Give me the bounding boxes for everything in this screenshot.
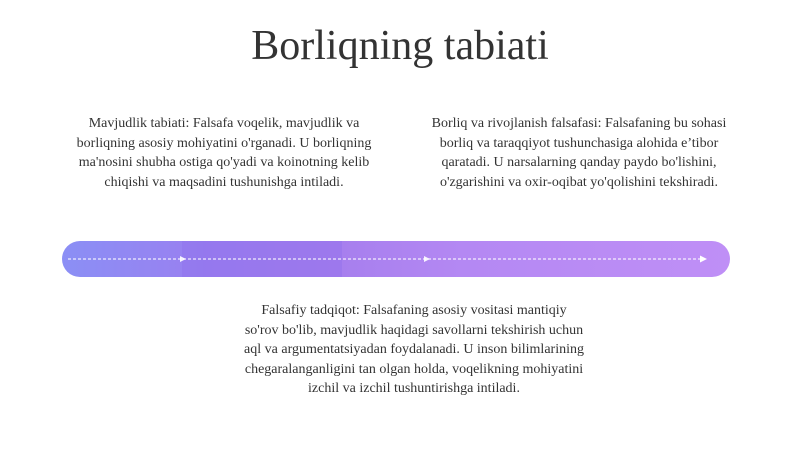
timeline-arrow-icon-1 [180, 256, 186, 262]
timeline-arrow-icon-2 [424, 256, 430, 262]
timeline-arrow-icon-3 [700, 256, 707, 263]
timeline-arrow-line [62, 241, 730, 277]
page-title: Borliqning tabiati [251, 23, 549, 69]
text-block-being-and-development: Borliq va rivojlanish falsafasi: Falsafaning bu sohasi borliq va taraqqiyot tushunchasiga alohida e’tibor qaratadi. U narsalarning qanday paydo bo'lishini, o'zgarishini va oxir-oqibat yo'qolishini tekshiradi. [431, 116, 727, 190]
text-block-philosophical-inquiry: Falsafiy tadqiqot: Falsafaning asosiy vositasi mantiqiy so'rov bo'lib, mavjudlik haqidagi savollarni tekshirish uchun aql va argumentatsiyadan foydalanadi. U inson bilimlarining chegaralanganligini tan olgan holda, voqelikning mohiyatini izchil va izchil tushuntirishga intiladi. [244, 303, 584, 396]
text-block-nature-of-existence: Mavjudlik tabiati: Falsafa voqelik, mavjudlik va borliqning asosiy mohiyatini o'rganadi. U borliqning ma'nosini shubha ostiga qo'yadi va koinotning kelib chiqishi va maqsadini tushunishga intiladi. [76, 116, 372, 190]
timeline-bar [62, 241, 730, 277]
